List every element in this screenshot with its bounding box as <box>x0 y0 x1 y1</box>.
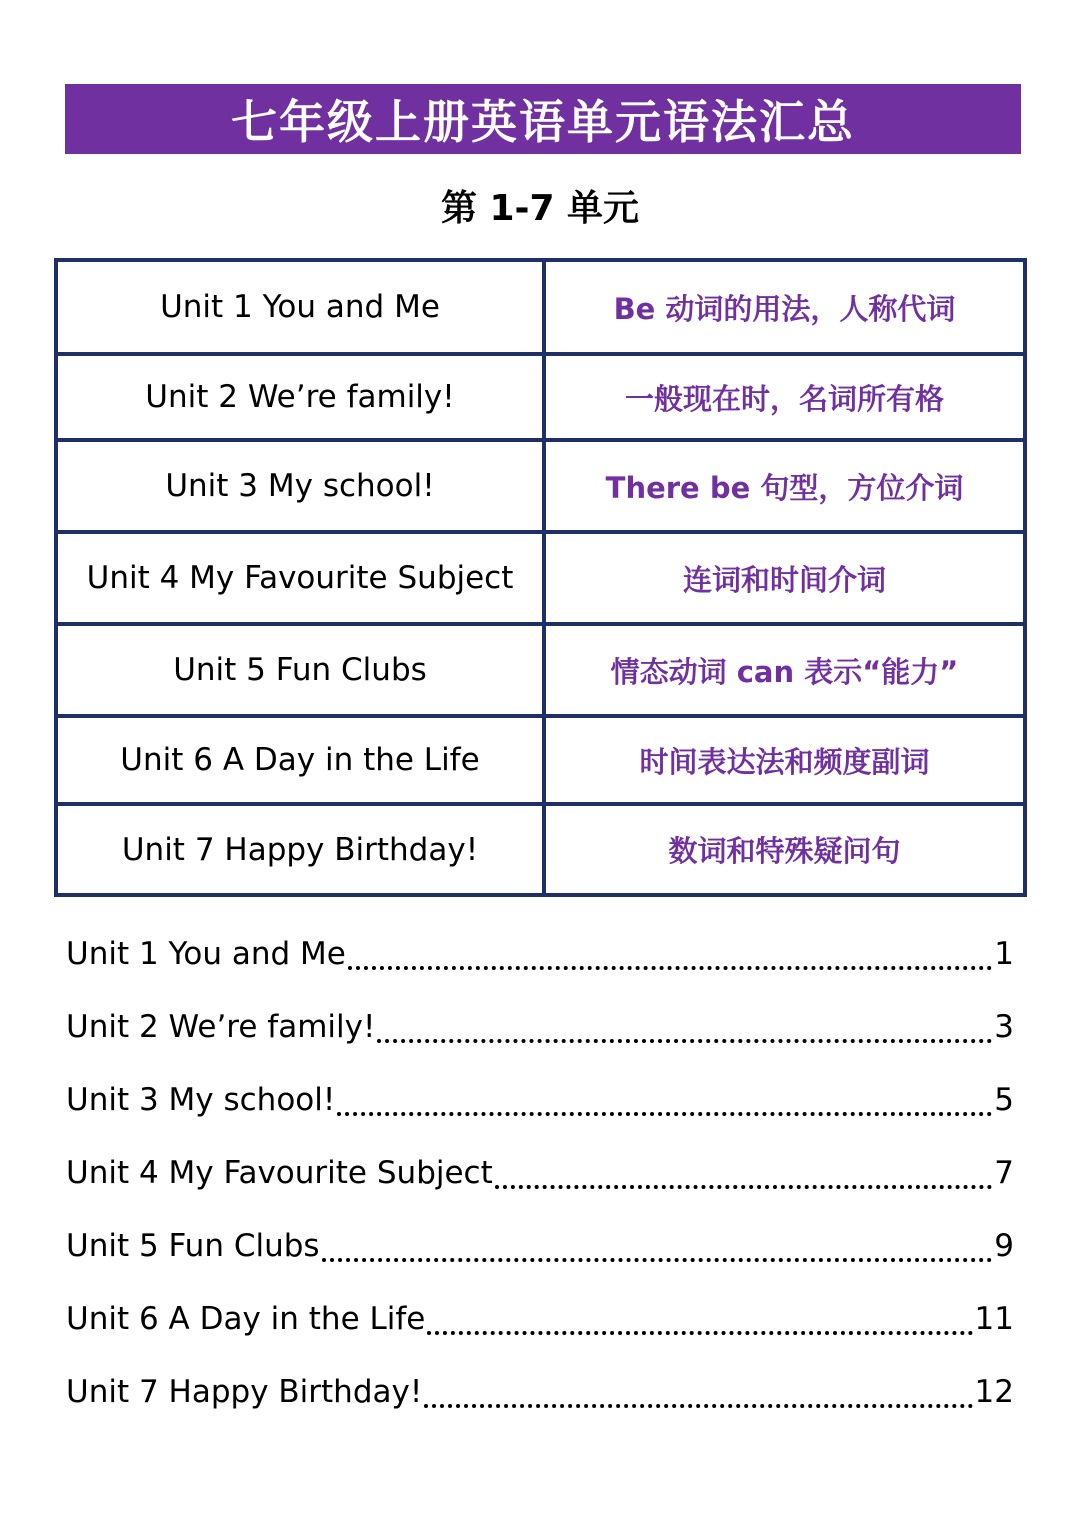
table-row <box>56 440 1025 532</box>
toc-entry-title: Unit 2 We’re family! <box>66 1009 376 1045</box>
toc-entry-page: 7 <box>994 1155 1014 1191</box>
unit-name-cell: Unit 3 My school! <box>56 440 544 532</box>
grammar-topic-cell: 数词和特殊疑问句 <box>544 804 1025 895</box>
table-row <box>56 624 1025 716</box>
toc-entry-title: Unit 7 Happy Birthday! <box>66 1374 423 1410</box>
grammar-topic-cell: 情态动词 can 表示“能力” <box>544 624 1025 716</box>
toc-entry[interactable] <box>66 1374 1014 1420</box>
table-row <box>56 804 1025 895</box>
toc-entry[interactable] <box>66 1082 1014 1128</box>
toc-dot-leader <box>495 1185 993 1189</box>
page-title: 七年级上册英语单元语法汇总 <box>231 95 855 149</box>
toc-entry-title: Unit 1 You and Me <box>66 936 346 972</box>
unit-name-cell: Unit 5 Fun Clubs <box>56 624 544 716</box>
toc-entry[interactable] <box>66 936 1014 982</box>
grammar-topic-cell: 一般现在时，名词所有格 <box>544 354 1025 440</box>
grammar-topic-cell: 连词和时间介词 <box>544 532 1025 624</box>
toc-entry[interactable] <box>66 1155 1014 1201</box>
toc-entry-page: 3 <box>994 1009 1014 1045</box>
page-subtitle: 第 1-7 单元 <box>440 188 640 229</box>
toc-entry-page: 9 <box>994 1228 1014 1264</box>
toc-entry-title: Unit 5 Fun Clubs <box>66 1228 320 1264</box>
unit-name-cell: Unit 2 We’re family! <box>56 354 544 440</box>
toc-dot-leader <box>322 1258 993 1262</box>
unit-name-cell: Unit 7 Happy Birthday! <box>56 804 544 895</box>
toc-dot-leader <box>427 1331 972 1335</box>
table-row <box>56 354 1025 440</box>
table-row <box>56 532 1025 624</box>
toc-entry[interactable] <box>66 1228 1014 1274</box>
toc-dot-leader <box>348 966 992 970</box>
toc-entry-page: 12 <box>974 1374 1014 1410</box>
grammar-summary-table <box>54 258 1027 897</box>
toc-entry-page: 11 <box>974 1301 1014 1337</box>
toc-dot-leader <box>337 1112 992 1116</box>
title-banner <box>65 84 1021 154</box>
toc-dot-leader <box>424 1404 972 1408</box>
unit-name-cell: Unit 6 A Day in the Life <box>56 716 544 804</box>
toc-entry[interactable] <box>66 1301 1014 1347</box>
toc-dot-leader <box>377 1039 992 1043</box>
toc-entry-title: Unit 6 A Day in the Life <box>66 1301 426 1337</box>
toc-entry-title: Unit 4 My Favourite Subject <box>66 1155 493 1191</box>
grammar-topic-cell: There be 句型，方位介词 <box>544 440 1025 532</box>
toc-entry-page: 5 <box>994 1082 1014 1118</box>
grammar-topic-cell: Be 动词的用法，人称代词 <box>544 260 1025 354</box>
unit-name-cell: Unit 1 You and Me <box>56 260 544 354</box>
toc-entry-page: 1 <box>994 936 1014 972</box>
toc-entry[interactable] <box>66 1009 1014 1055</box>
grammar-topic-cell: 时间表达法和频度副词 <box>544 716 1025 804</box>
unit-name-cell: Unit 4 My Favourite Subject <box>56 532 544 624</box>
table-row <box>56 716 1025 804</box>
table-row <box>56 260 1025 354</box>
toc-entry-title: Unit 3 My school! <box>66 1082 336 1118</box>
